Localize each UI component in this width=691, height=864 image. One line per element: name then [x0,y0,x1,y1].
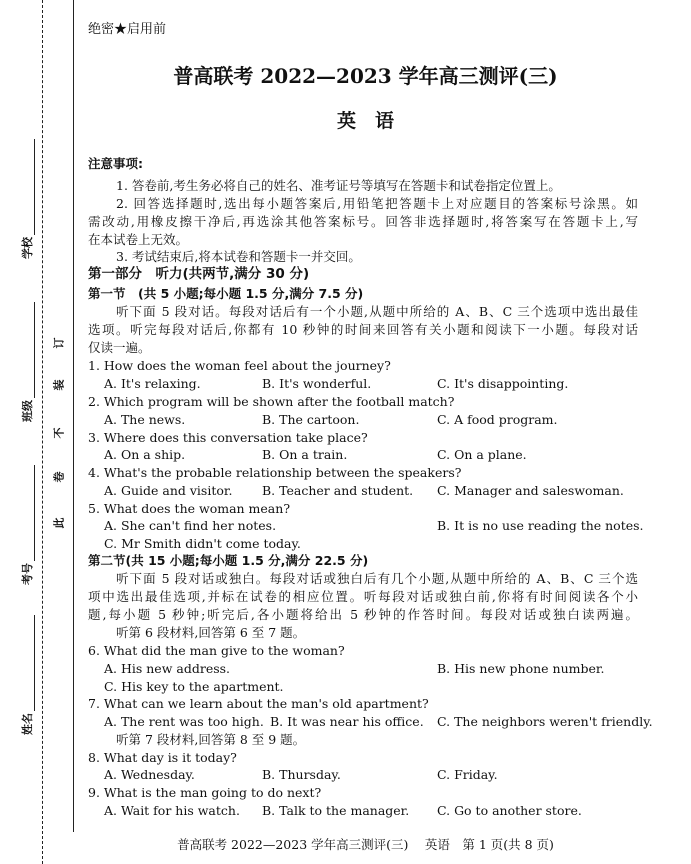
material-note: 听第 6 段材料,回答第 6 至 7 题。 [116,625,306,640]
question: 1. How does the woman feel about the journey? [88,358,391,373]
page-footer: 普高联考 2022—2023 学年高三测评(三) 英语 第 1 页(共 8 页) [177,837,554,852]
section2-intro: 项中选出最佳选项,并标在试卷的相应位置。听每段对话或独白前,你将有时间阅读各个小 [88,589,638,604]
material-note: 听第 7 段材料,回答第 8 至 9 题。 [116,732,306,747]
class-field[interactable] [21,302,35,422]
option-a[interactable]: A. Wait for his watch. [104,803,240,818]
notice-heading: 注意事项: [88,156,143,171]
section2-intro: 听下面 5 段对话或独白。每段对话或独白后有几个小题,从题中所给的 A、B、C 三个选 [116,571,638,586]
option-b[interactable]: B. His new phone number. [437,661,605,676]
option-b[interactable]: B. The cartoon. [262,412,360,427]
option-a[interactable]: A. His new address. [104,661,231,676]
option-c[interactable]: C. Mr Smith didn't come today. [104,536,301,551]
option-a[interactable]: A. She can't find her notes. [104,518,277,533]
option-a[interactable]: A. The news. [104,412,186,427]
seal-char: 不 [52,427,66,439]
section2-intro: 题,每小题 5 秒钟;听完后,各小题将给出 5 秒钟的作答时间。每段对话或独白读两遍。 [88,607,638,622]
notice-line: 需改动,用橡皮擦干净后,再选涂其他答案标号。回答非选择题时,将答案写在答题卡上,写 [88,214,638,229]
section1-intro: 听下面 5 段对话。每段对话后有一个小题,从题中所给的 A、B、C 三个选项中选出最佳 [116,304,638,319]
seal-char: 此 [52,517,66,529]
question: 4. What's the probable relationship between the speakers? [88,465,462,480]
notice-line: 3. 考试结束后,将本试卷和答题卡一并交回。 [116,249,361,264]
section1-intro: 选项。听完每段对话后,你都有 10 秒钟的时间来回答有关小题和阅读下一小题。每段对话 [88,322,638,337]
option-b[interactable]: B. It is no use reading the notes. [437,518,644,533]
option-b[interactable]: B. Thursday. [262,767,341,782]
option-a[interactable]: A. It's relaxing. [104,376,201,391]
option-c[interactable]: C. It's disappointing. [437,376,569,391]
option-b[interactable]: B. Talk to the manager. [262,803,410,818]
option-a[interactable]: A. Wednesday. [104,767,195,782]
question: 7. What can we learn about the man's old apartment? [88,696,429,711]
question: 2. Which program will be shown after the football match? [88,394,455,409]
notice-line: 2. 回答选择题时,选出每小题答案后,用铅笔把答题卡上对应题目的答案标号涂黑。如 [116,196,638,211]
confidential-mark: 绝密★启用前 [88,22,167,37]
option-c[interactable]: C. Friday. [437,767,498,782]
option-c[interactable]: C. Manager and saleswoman. [437,483,624,498]
question: 8. What day is it today? [88,750,237,765]
exam-number-label: 考号 [21,563,34,585]
option-c[interactable]: C. The neighbors weren't friendly. [437,714,653,729]
part1-title: 第一部分 听力(共两节,满分 30 分) [88,266,310,282]
school-label: 学校 [21,237,34,259]
subject-title: 英 语 [336,110,394,132]
option-a[interactable]: A. Guide and visitor. [104,483,233,498]
option-a[interactable]: A. On a ship. [104,447,186,462]
question: 6. What did the man give to the woman? [88,643,345,658]
seal-char: 订 [52,337,66,349]
section2-title: 第二节(共 15 小题;每小题 1.5 分,满分 22.5 分) [88,553,369,568]
question: 5. What does the woman mean? [88,501,291,516]
option-b[interactable]: B. Teacher and student. [262,483,414,498]
option-c[interactable]: C. His key to the apartment. [104,679,284,694]
option-b[interactable]: B. On a train. [262,447,348,462]
name-field[interactable] [21,615,35,735]
notice-line: 1. 答卷前,考生务必将自己的姓名、准考证号等填写在答题卡和试卷指定位置上。 [116,178,561,193]
name-label: 姓名 [21,713,34,735]
class-label: 班级 [21,400,34,422]
option-c[interactable]: C. A food program. [437,412,558,427]
question: 3. Where does this conversation take place? [88,430,368,445]
seal-char: 卷 [52,471,66,483]
question: 9. What is the man going to do next? [88,785,322,800]
option-a[interactable]: A. The rent was too high. [104,714,264,729]
section1-intro: 仅读一遍。 [88,340,151,355]
seal-char: 装 [52,379,66,391]
notice-line: 在本试卷上无效。 [88,232,189,247]
option-b[interactable]: B. It's wonderful. [262,376,372,391]
option-b[interactable]: B. It was near his office. [270,714,424,729]
school-field[interactable] [21,139,35,259]
option-c[interactable]: C. Go to another store. [437,803,582,818]
section1-title: 第一节 (共 5 小题;每小题 1.5 分,满分 7.5 分) [88,286,364,301]
exam-number-field[interactable] [21,465,35,585]
option-c[interactable]: C. On a plane. [437,447,527,462]
page-title: 普高联考 2022—2023 学年高三测评(三) [173,64,558,88]
